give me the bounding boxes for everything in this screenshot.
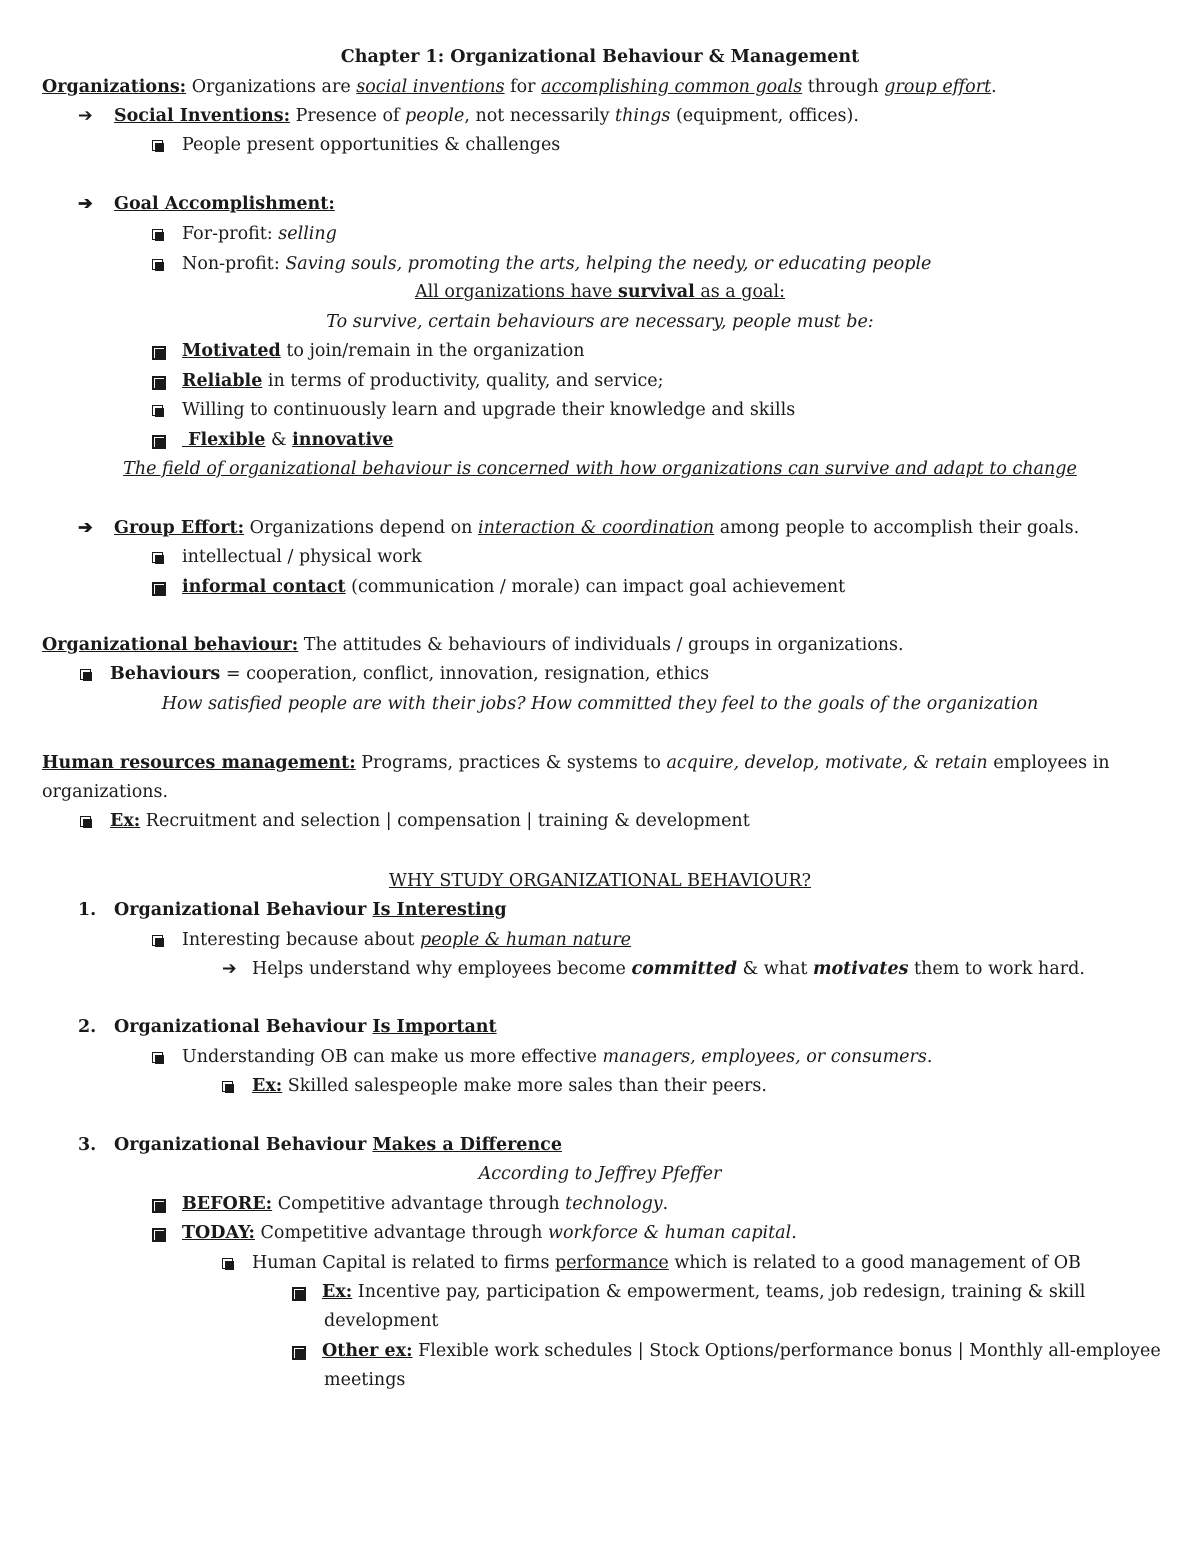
list-item: Ex: Skilled salespeople make more sales than their peers. xyxy=(222,1075,767,1097)
hrm-continuation: organizations. xyxy=(42,782,169,802)
page-title: Chapter 1: Organizational Behaviour & Management xyxy=(340,47,860,67)
list-item: Motivated to join/remain in the organization xyxy=(152,340,585,362)
numbered-heading: 2. Organizational Behaviour Is Important xyxy=(78,1017,497,1037)
box-bullet-icon xyxy=(152,933,166,945)
box-bullet-icon xyxy=(152,580,166,592)
list-item: BEFORE: Competitive advantage through technology. xyxy=(152,1193,668,1215)
organizations-definition: Organizations: Organizations are social inventions for accomplishing common goals through group effort. xyxy=(42,77,997,97)
box-bullet-icon xyxy=(152,374,166,386)
box-bullet-icon xyxy=(80,667,94,679)
field-statement: The field of organizational behaviour is concerned with how organizations can survive and adapt to change xyxy=(123,459,1077,479)
social-inventions-item: ➔ Social Inventions: Presence of people, not necessarily things (equipment, offices). xyxy=(78,106,859,126)
list-item: Understanding OB can make us more effective managers, employees, or consumers. xyxy=(152,1046,932,1068)
box-bullet-icon xyxy=(152,227,166,239)
box-bullet-icon xyxy=(152,403,166,415)
box-bullet-icon xyxy=(152,1226,166,1238)
list-item: Ex: Recruitment and selection | compensation | training & development xyxy=(80,810,750,832)
box-bullet-icon xyxy=(152,550,166,562)
list-item: Flexible & innovative xyxy=(152,429,393,451)
list-item: Interesting because about people & human nature xyxy=(152,929,631,951)
box-bullet-icon xyxy=(152,257,166,269)
box-bullet-icon xyxy=(152,1050,166,1062)
attribution: According to Jeffrey Pfeffer xyxy=(478,1164,722,1184)
list-item: Behaviours = cooperation, conflict, innovation, resignation, ethics xyxy=(80,663,709,685)
box-bullet-icon xyxy=(152,344,166,356)
list-item: Willing to continuously learn and upgrade their knowledge and skills xyxy=(152,399,795,421)
list-item-continuation: meetings xyxy=(324,1370,406,1390)
ob-definition: Organizational behaviour: The attitudes & behaviours of individuals / groups in organizations. xyxy=(42,635,904,655)
section-title: WHY STUDY ORGANIZATIONAL BEHAVIOUR? xyxy=(388,871,812,891)
list-item: People present opportunities & challenges xyxy=(152,134,560,156)
box-bullet-icon xyxy=(80,814,94,826)
list-item: Ex: Incentive pay, participation & empowerment, teams, job redesign, training & skill xyxy=(292,1281,1085,1303)
box-bullet-icon xyxy=(152,1197,166,1209)
box-bullet-icon xyxy=(152,433,166,445)
numbered-heading: 3. Organizational Behaviour Makes a Difference xyxy=(78,1135,562,1155)
list-item-continuation: development xyxy=(324,1311,439,1331)
survival-goal-line: All organizations have survival as a goal: xyxy=(415,282,785,302)
list-item: Non-profit: Saving souls, promoting the arts, helping the needy, or educating people xyxy=(152,253,931,275)
arrow-right-icon: ➔ xyxy=(78,194,93,214)
list-item: Human Capital is related to firms performance which is related to a good management of OB xyxy=(222,1252,1081,1274)
goal-accomplishment-heading: ➔ Goal Accomplishment: xyxy=(78,194,335,214)
box-bullet-icon xyxy=(292,1285,306,1297)
survive-line: To survive, certain behaviours are necessary, people must be: xyxy=(326,312,874,332)
list-item: For-profit: selling xyxy=(152,223,337,245)
ob-question: How satisfied people are with their jobs? How committed they feel to the goals of the organization xyxy=(161,694,1039,714)
numbered-heading: 1. Organizational Behaviour Is Interesting xyxy=(78,900,507,920)
box-bullet-icon xyxy=(152,138,166,150)
list-item: intellectual / physical work xyxy=(152,546,422,568)
list-item: Other ex: Flexible work schedules | Stock Options/performance bonus | Monthly all-employee xyxy=(292,1340,1161,1362)
list-item: informal contact (communication / morale) can impact goal achievement xyxy=(152,576,845,598)
arrow-right-icon: ➔ xyxy=(78,106,93,126)
hrm-definition: Human resources management: Programs, practices & systems to acquire, develop, motivate, & retain employees in xyxy=(42,753,1110,773)
list-item: TODAY: Competitive advantage through workforce & human capital. xyxy=(152,1222,797,1244)
list-item: Reliable in terms of productivity, quality, and service; xyxy=(152,370,664,392)
group-effort-item: ➔ Group Effort: Organizations depend on interaction & coordination among people to accomplish their goals. xyxy=(78,518,1080,538)
box-bullet-icon xyxy=(222,1256,236,1268)
box-bullet-icon xyxy=(222,1079,236,1091)
list-item: ➔ Helps understand why employees become committed & what motivates them to work hard. xyxy=(222,959,1085,979)
box-bullet-icon xyxy=(292,1344,306,1356)
arrow-right-icon: ➔ xyxy=(78,518,93,538)
arrow-right-icon: ➔ xyxy=(222,959,237,979)
